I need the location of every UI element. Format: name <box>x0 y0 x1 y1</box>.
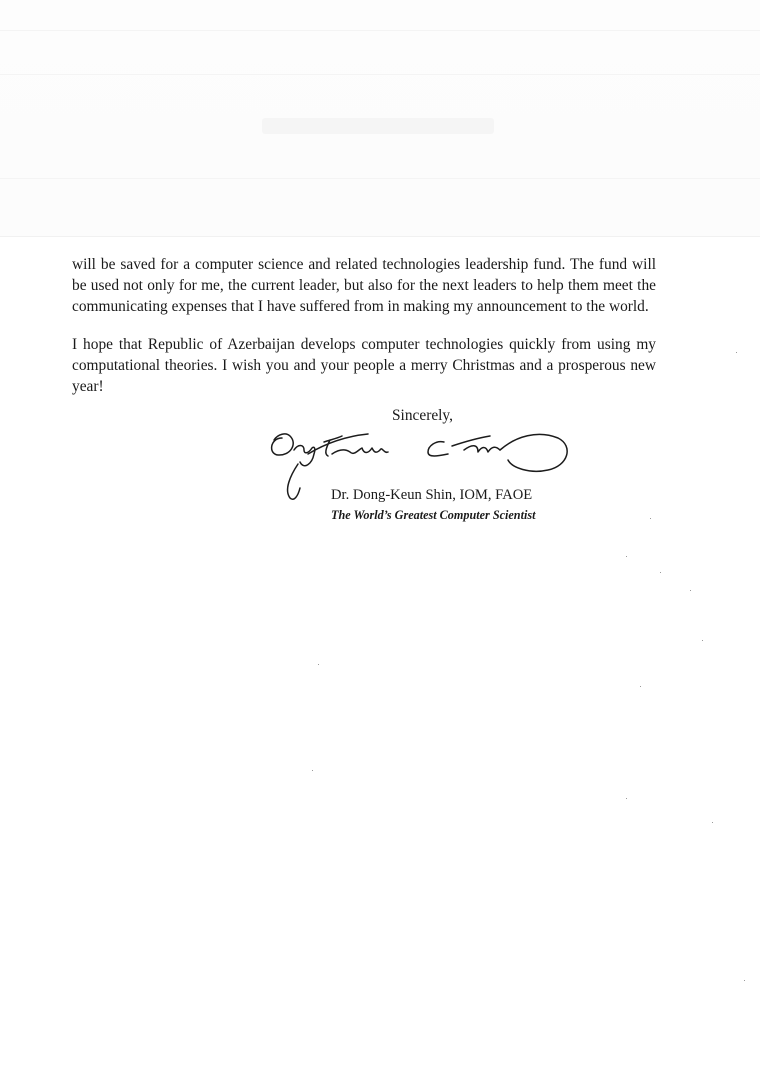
scan-speck <box>736 352 737 353</box>
scan-speck <box>660 572 661 573</box>
scan-speck <box>626 798 627 799</box>
scan-speck <box>312 770 313 771</box>
signer-title: The World’s Greatest Computer Scientist <box>331 508 536 522</box>
closing-salutation: Sincerely, <box>392 407 453 424</box>
faded-header-mark <box>262 118 494 134</box>
scan-speck <box>640 686 641 687</box>
scan-speck <box>318 664 319 665</box>
scan-speck <box>702 640 703 641</box>
letter-body <box>72 254 656 413</box>
faded-letterhead-area <box>0 0 760 237</box>
scan-speck <box>744 980 745 981</box>
scan-speck <box>690 590 691 591</box>
scan-speck <box>650 518 651 519</box>
signer-name: Dr. Dong-Keun Shin, IOM, FAOE <box>331 487 533 503</box>
body-paragraph-2: I hope that Republic of Azerbaijan develops computer technologies quickly from using my computational theories. I wish you and your people a merry Christmas and a prosperous new year! <box>72 335 656 396</box>
scan-speck <box>626 556 627 557</box>
body-paragraph-1: will be saved for a computer science and related technologies leadership fund. The fund will be used not only for me, the current leader, but also for the next leaders to help them meet the communicating expenses that I have suffered from in making my announcement to the world. <box>72 256 656 316</box>
scan-speck <box>712 822 713 823</box>
